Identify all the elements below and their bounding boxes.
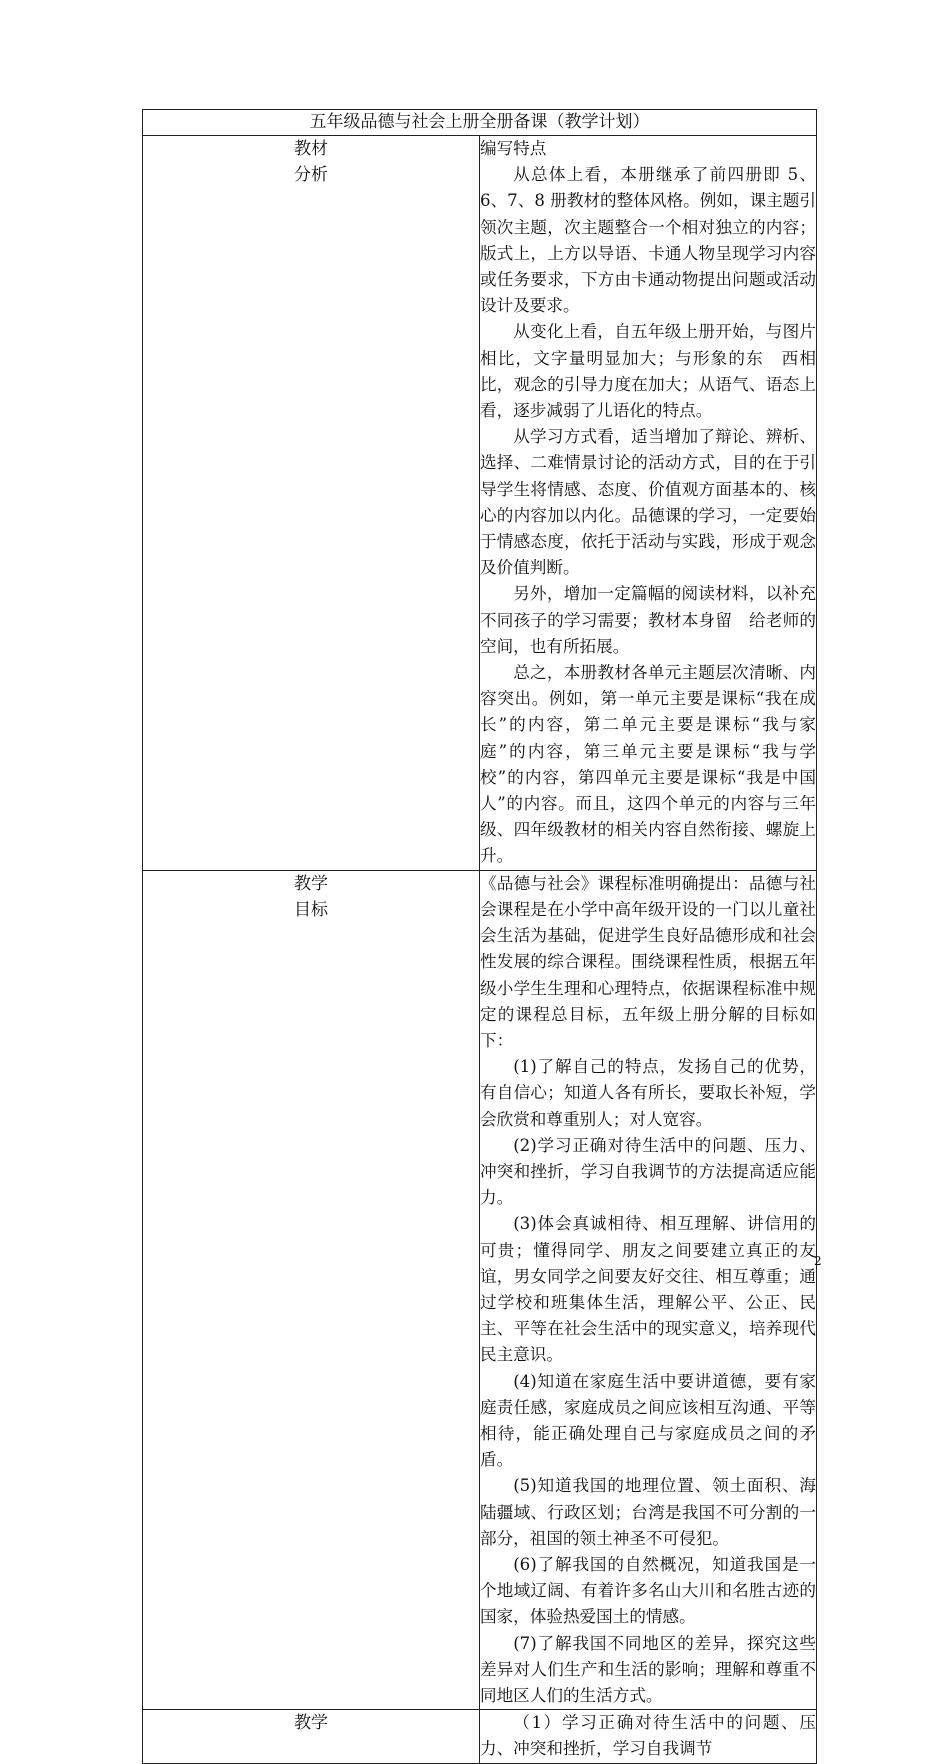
page-number: 2 bbox=[814, 1254, 822, 1268]
goal-item: (1)了解自己的特点，发扬自己的优势，有自信心；知道人各有所长，要取长补短，学会欣赏和尊重别人；对人宽容。 bbox=[480, 1057, 816, 1129]
goal-item: (3)体会真诚相待、相互理解、讲信用的可贵；懂得同学、朋友之间要建立真正的友谊，男女同学之间要友好交往、相互尊重；通过学校和班集体生活，理解公平、公正、民主、平等在社会生活中的现实意义，培养现代民主意识。 bbox=[480, 1214, 816, 1365]
label-line: 教学 bbox=[294, 873, 328, 894]
row-label-teaching-goals bbox=[143, 870, 480, 1710]
teaching-goals-content bbox=[480, 870, 817, 1710]
goal-item: (5)知道我国的地理位置、领土面积、海陆疆域、行政区划；台湾是我国不可分割的一部分，祖国的领土神圣不可侵犯。 bbox=[480, 1476, 816, 1548]
goal-item: (6)了解我国的自然概况，知道我国是一个地域辽阔、有着许多名山大川和名胜古迹的国家，体验热爱国土的情感。 bbox=[480, 1554, 816, 1627]
row-label-textbook-analysis bbox=[143, 136, 480, 871]
label-line: 分析 bbox=[294, 165, 328, 185]
label-line: 目标 bbox=[294, 899, 328, 920]
section-heading: 编写特点 bbox=[480, 139, 547, 158]
table-title: 五年级品德与社会上册全册备课（教学计划） bbox=[143, 110, 817, 136]
lesson-plan-table bbox=[142, 109, 817, 1764]
goals-intro: 《品德与社会》课程标准明确提出：品德与社会课程是在小学中高年级开设的一门以儿童社会生活为基础，促进学生良好品德形成和社会性发展的综合课程。围绕课程性质，根据五年级小学生生理和心理特点，依据课程标准中规定的课程总目标，五年级上册分解的目标如下： bbox=[480, 873, 816, 1050]
goal-item: (7)了解我国不同地区的差异，探究这些差异对人们生产和生活的影响；理解和尊重不同地区人们的生活方式。 bbox=[480, 1633, 816, 1705]
paragraph: 总之，本册教材各单元主题层次清晰、内容突出。例如，第一单元主要是课标“我在成长”的内容，第二单元主要是课标“我与家庭”的内容，第三单元主要是课标“我与学校”的内容，第四单元主要是课标“我是中国人”的内容。而且，这四个单元的内容与三年级、四年级教材的相关内容自然衔接、螺旋上升。 bbox=[480, 663, 816, 866]
paragraph: 从总体上看，本册继承了前四册即 5、6、7、8 册教材的整体风格。例如，课主题引领次主题，次主题整合一个相对独立的内容；版式上，上方以导语、卡通人物呈现学习内容或任务要求，下方由卡通动物提出问题或活动设计及要求。 bbox=[480, 165, 816, 316]
paragraph: 从变化上看，自五年级上册开始，与图片相比，文字量明显加大；与形象的东 西相比，观念的引导力度在加大；从语气、语态上看，逐步减弱了儿语化的特点。 bbox=[480, 322, 816, 421]
paragraph: 另外，增加一定篇幅的阅读材料，以补充不同孩子的学习需要；教材本身留 给老师的空间，也有所拓展。 bbox=[480, 584, 816, 656]
goal-item: (4)知道在家庭生活中要讲道德，要有家庭责任感，家庭成员之间应该相互沟通、平等相待，能正确处理自己与家庭成员之间的矛盾。 bbox=[480, 1371, 816, 1470]
textbook-analysis-content bbox=[480, 136, 817, 871]
paragraph: 从学习方式看，适当增加了辩论、辨析、选择、二难情景讨论的活动方式，目的在于引导学生将情感、态度、价值观方面基本的、核心的内容加以内化。品德课的学习，一定要始于情感态度，依托于活动与实践，形成于观念及价值判断。 bbox=[480, 427, 816, 578]
label-line: 教学 bbox=[294, 1713, 328, 1734]
teaching-content bbox=[480, 1710, 817, 1763]
paragraph: （1）学习正确对待生活中的问题、压力、冲突和挫折，学习自我调节 bbox=[480, 1713, 816, 1759]
label-line: 教材 bbox=[294, 139, 328, 159]
row-label-teaching bbox=[143, 1710, 480, 1763]
goal-item: (2)学习正确对待生活中的问题、压力、冲突和挫折，学习自我调节的方法提高适应能力。 bbox=[480, 1135, 816, 1208]
